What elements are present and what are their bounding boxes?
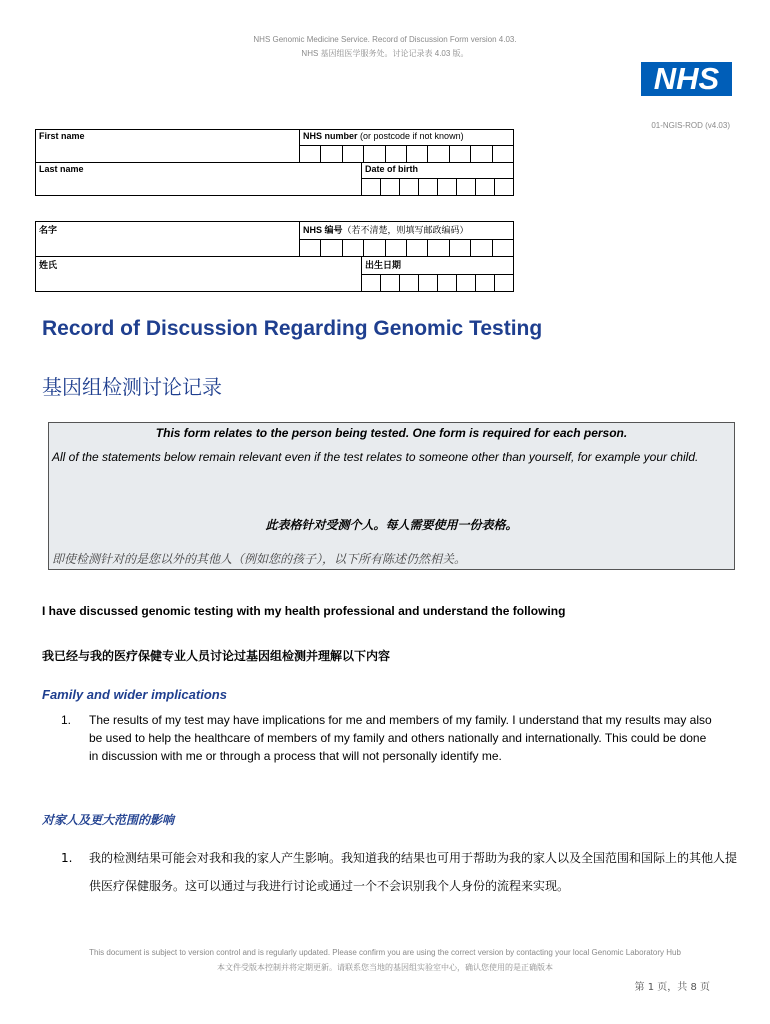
nhs-number-hint: (or postcode if not known) [357,131,464,141]
footer-line-1: This document is subject to version control and is regularly updated. Please confirm you are using the correct version by contacting your local Genomic Laboratory Hub [89,948,681,957]
section-heading-cn: 对家人及更大范围的影响 [42,813,175,827]
nhs-number-field[interactable] [300,130,514,163]
last-name-label: Last name [39,164,84,174]
page-title: Record of Discussion Regarding Genomic Testing [42,317,543,340]
patient-id-table-cn [35,221,514,292]
first-name-field-cn[interactable] [36,222,300,257]
statement: I have discussed genomic testing with my health professional and understand the following [42,604,566,618]
item-text: The results of my test may have implications for me and members of my family. I understand that my results may also be used to help the healthcare of members of my family and others nationally and internationally. This could be done in discussion with me or through a process that will not personally identify me. [89,713,712,764]
header-line-1: NHS Genomic Medicine Service. Record of Discussion Form version 4.03. [253,35,517,44]
nhs-logo: NHS [641,62,732,96]
nhs-number-boxes-cn[interactable] [300,239,513,256]
page-number: 第 1 页，共 8 页 [634,982,710,993]
statement-cn: 我已经与我的医疗保健专业人员讨论过基因组检测并理解以下内容 [42,649,391,663]
item-text-cn: 我的检测结果可能会对我和我的家人产生影响。我知道我的结果也可用于帮助为我的家人以及全国范围和国际上的其他人提供医疗保健服务。这可以通过与我进行讨论或通过一个不会识别我个人身份的流程来实现。 [89,851,738,893]
item-number: 1. [61,713,72,727]
last-name-label-cn: 姓氏 [39,260,58,270]
first-name-label-cn: 名字 [39,225,58,235]
section-heading: Family and wider implications [42,687,227,702]
first-name-label: First name [39,131,85,141]
form-reference: 01-NGIS-ROD (v4.03) [651,121,730,130]
notice-line-4: 即使检测针对的是您以外的其他人（例如您的孩子），以下所有陈述仍然相关。 [52,552,467,566]
dob-label-cn: 出生日期 [365,260,402,270]
footer-line-2: 本文件受版本控制并将定期更新。请联系您当地的基因组实验室中心，确认您使用的是正确版本 [217,963,553,972]
page-title-cn: 基因组检测讨论记录 [42,375,222,399]
item-number-cn: 1. [61,851,73,865]
dob-boxes[interactable] [362,178,513,195]
dob-boxes-cn[interactable] [362,274,513,291]
first-name-field[interactable] [36,130,300,163]
dob-label: Date of birth [365,164,418,174]
notice-box [48,422,735,570]
notice-line-3: 此表格针对受测个人。每人需要使用一份表格。 [265,518,518,532]
notice-line-2: All of the statements below remain relevant even if the test relates to someone other than yourself, for example your child. [52,450,699,464]
patient-id-table [35,129,514,196]
nhs-number-boxes[interactable] [300,145,513,162]
nhs-number-label-cn: NHS 编号 [303,225,343,235]
dob-field-cn[interactable] [362,257,514,292]
last-name-field-cn[interactable] [36,257,362,292]
header-line-2: NHS 基因组医学服务处。讨论记录表 4.03 版。 [301,49,469,58]
nhs-number-hint-cn: （若不清楚，则填写邮政编码） [342,225,469,235]
last-name-field[interactable] [36,163,362,196]
dob-field[interactable] [362,163,514,196]
nhs-number-label: NHS number [303,131,358,141]
nhs-number-field-cn[interactable] [300,222,514,257]
notice-line-1: This form relates to the person being tested. One form is required for each person. [155,426,628,440]
